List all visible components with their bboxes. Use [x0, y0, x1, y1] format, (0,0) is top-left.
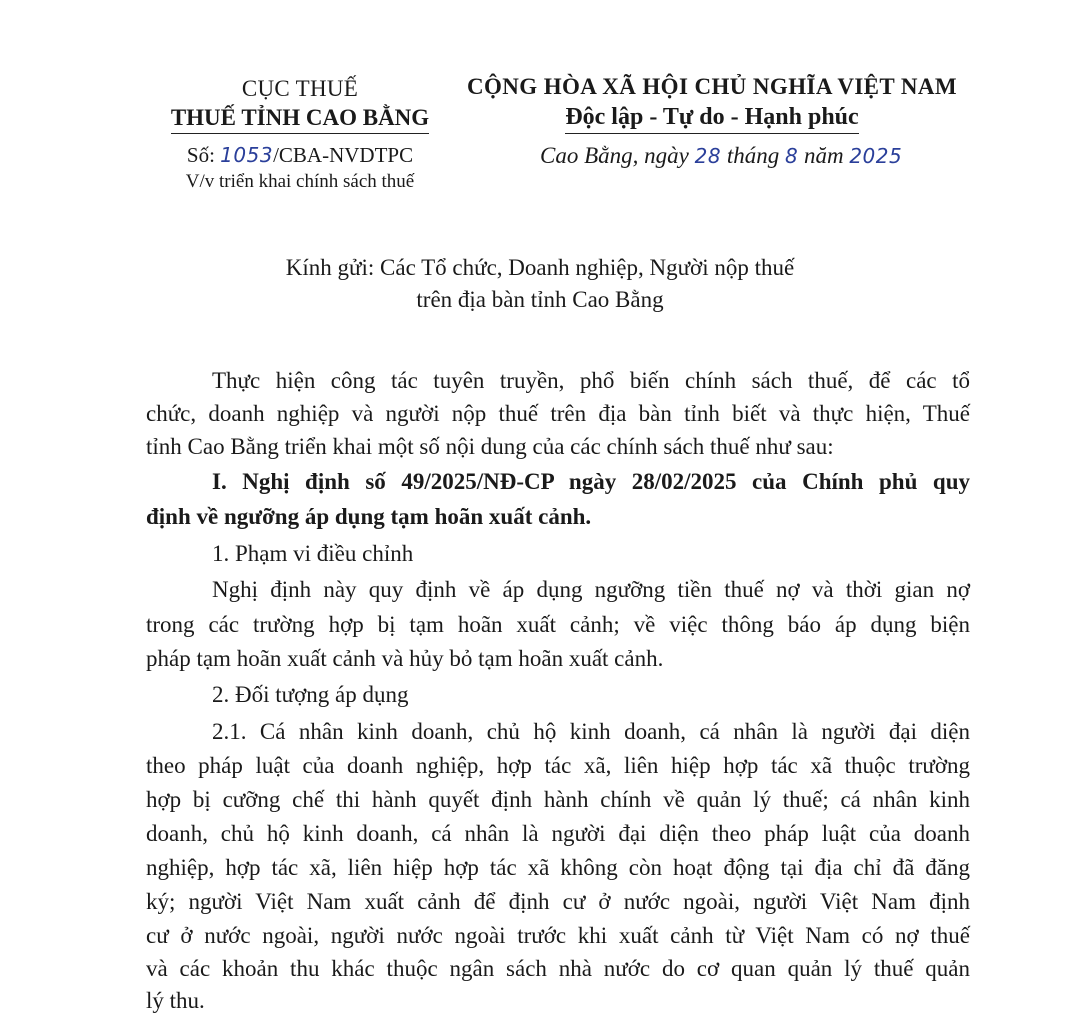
- paragraph-line: doanh, chủ hộ kinh doanh, cá nhân là người đại diện theo pháp luật của doanh: [146, 821, 970, 846]
- paragraph-line: nghiệp, hợp tác xã, liên hiệp hợp tác xã không còn hoạt động tại địa chỉ đã đăng: [146, 855, 970, 880]
- doc-number-handwritten: 1053: [220, 143, 274, 167]
- item-title: 1. Phạm vi điều chỉnh: [212, 541, 414, 566]
- paragraph-line: 2.1. Cá nhân kinh doanh, chủ hộ kinh doanh, cá nhân là người đại diện: [212, 719, 970, 744]
- paragraph-line: trong các trường hợp bị tạm hoãn xuất cảnh; về việc thông báo áp dụng biện: [146, 612, 970, 637]
- paragraph-line: lý thu.: [146, 988, 205, 1013]
- national-header: [462, 72, 962, 134]
- document-subject: V/v triển khai chính sách thuế: [185, 171, 415, 192]
- date-year: 2025: [849, 144, 903, 168]
- paragraph-line: cư ở nước ngoài, người nước ngoài trước khi xuất cảnh từ Việt Nam có nợ thuế: [146, 923, 970, 948]
- nation-title: CỘNG HÒA XÃ HỘI CHỦ NGHĨA VIỆT NAM: [466, 74, 958, 99]
- date-day: 28: [694, 144, 722, 168]
- doc-number-prefix: Số:: [186, 143, 215, 167]
- document-number: [150, 141, 450, 169]
- month-label: tháng: [726, 143, 780, 168]
- intro-line: chức, doanh nghiệp và người nộp thuế trên địa bàn tỉnh biết và thực hiện, Thuế: [146, 401, 970, 426]
- agency-parent: CỤC THUẾ: [241, 76, 359, 101]
- item-title: 2. Đối tượng áp dụng: [212, 682, 409, 707]
- nation-motto: Độc lập - Tự do - Hạnh phúc: [565, 102, 858, 134]
- place-prefix: Cao Bằng, ngày: [540, 143, 689, 168]
- intro-line: Thực hiện công tác tuyên truyền, phổ biến chính sách thuế, để các tổ: [212, 368, 970, 393]
- recipient-line-2: trên địa bàn tỉnh Cao Bằng: [416, 287, 664, 312]
- paragraph-line: ký; người Việt Nam xuất cảnh để định cư ở nước ngoài, người Việt Nam định: [146, 889, 970, 914]
- recipient-line-1: Kính gửi: Các Tổ chức, Doanh nghiệp, Người nộp thuế: [285, 255, 795, 280]
- paragraph-line: hợp bị cưỡng chế thi hành quyết định hành chính về quản lý thuế; cá nhân kinh: [146, 787, 970, 812]
- doc-number-suffix: /CBA-NVDTPC: [273, 143, 414, 167]
- date-month: 8: [784, 144, 799, 168]
- paragraph-line: Nghị định này quy định về áp dụng ngưỡng tiền thuế nợ và thời gian nợ: [212, 577, 970, 602]
- paragraph-line: và các khoản thu khác thuộc ngân sách nhà nước do cơ quan quản lý thuế quản: [146, 956, 970, 981]
- paragraph-line: pháp tạm hoãn xuất cảnh và hủy bỏ tạm hoãn xuất cảnh.: [146, 646, 664, 671]
- place-date: [540, 140, 902, 172]
- intro-line: tỉnh Cao Bằng triển khai một số nội dung của các chính sách thuế như sau:: [146, 434, 834, 459]
- section-heading: I. Nghị định số 49/2025/NĐ-CP ngày 28/02/2025 của Chính phủ quy: [212, 469, 970, 494]
- year-label: năm: [803, 143, 844, 168]
- section-heading: định về ngưỡng áp dụng tạm hoãn xuất cảnh.: [146, 504, 592, 529]
- agency-name: THUẾ TỈNH CAO BẰNG: [171, 104, 429, 134]
- issuing-agency: [150, 74, 450, 134]
- paragraph-line: theo pháp luật của doanh nghiệp, hợp tác xã, liên hiệp hợp tác xã thuộc trường: [146, 753, 970, 778]
